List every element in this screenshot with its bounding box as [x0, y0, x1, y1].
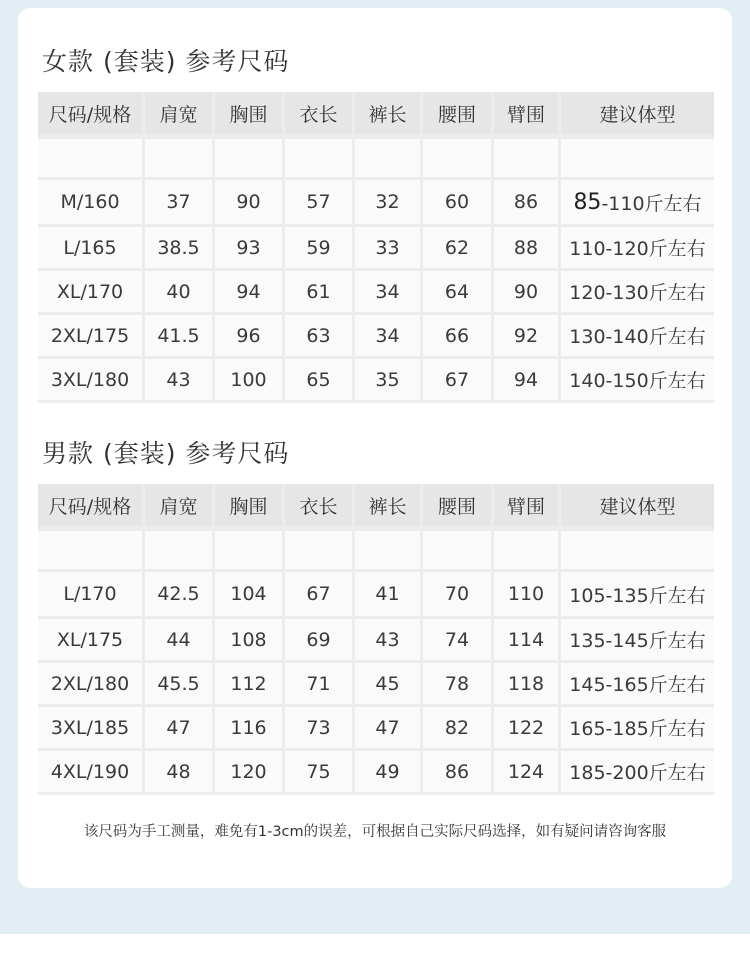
pants-length-cell: 45: [355, 663, 420, 704]
blank-row: [38, 528, 714, 569]
top-length-cell: 59: [285, 227, 352, 268]
table-row: [38, 704, 714, 748]
table-header-row: [38, 484, 714, 528]
size-cell: 4XL/190: [38, 751, 142, 792]
measurement-note: 该尺码为手工测量，难免有1-3cm的误差，可根据自己实际尺码选择，如有疑问请咨询客服: [83, 824, 667, 840]
waist-cell: 60: [423, 180, 491, 224]
men-size-table: [38, 484, 714, 795]
blank-cell: [561, 139, 714, 177]
chest-cell: 120: [215, 751, 282, 792]
arm-cell: 122: [494, 707, 558, 748]
shoulder-cell: 43: [145, 359, 212, 400]
shoulder-cell: 38.5: [145, 227, 212, 268]
size-cell: 3XL/180: [38, 359, 142, 400]
header-cell: 建议体型: [561, 92, 714, 134]
blank-row: [38, 136, 714, 177]
header-cell: 衣长: [285, 92, 352, 134]
blank-cell: [494, 531, 558, 569]
shoulder-cell: 44: [145, 619, 212, 660]
header-cell: 建议体型: [561, 484, 714, 526]
body-type-cell: 145-165斤左右: [561, 663, 714, 704]
shoulder-cell: 45.5: [145, 663, 212, 704]
table-row: [38, 356, 714, 400]
blank-cell: [423, 531, 491, 569]
body-type-cell: [561, 180, 714, 224]
header-cell: 肩宽: [145, 92, 212, 134]
waist-cell: 66: [423, 315, 491, 356]
waist-cell: 62: [423, 227, 491, 268]
pants-length-cell: 33: [355, 227, 420, 268]
top-length-cell: 57: [285, 180, 352, 224]
body-type-cell: 135-145斤左右: [561, 619, 714, 660]
waist-cell: 74: [423, 619, 491, 660]
header-cell: 胸围: [215, 484, 282, 526]
body-type-cell: 110-120斤左右: [561, 227, 714, 268]
blank-cell: [355, 139, 420, 177]
table-row: [38, 660, 714, 704]
blank-cell: [494, 139, 558, 177]
body-type-cell: 130-140斤左右: [561, 315, 714, 356]
pants-length-cell: 35: [355, 359, 420, 400]
men-section-title: 男款 (套装) 参考尺码: [42, 439, 290, 468]
size-cell: 3XL/185: [38, 707, 142, 748]
header-cell: 衣长: [285, 484, 352, 526]
header-cell: 尺码/规格: [38, 92, 142, 134]
shoulder-cell: 37: [145, 180, 212, 224]
size-cell: M/160: [38, 180, 142, 224]
header-cell: 裤长: [355, 484, 420, 526]
table-row: [38, 177, 714, 224]
blank-cell: [423, 139, 491, 177]
women-size-table: [38, 92, 714, 403]
top-length-cell: 71: [285, 663, 352, 704]
chest-cell: 108: [215, 619, 282, 660]
blank-cell: [355, 531, 420, 569]
body-type-cell: 140-150斤左右: [561, 359, 714, 400]
top-length-cell: 73: [285, 707, 352, 748]
header-cell: 腰围: [423, 484, 491, 526]
shoulder-cell: 42.5: [145, 572, 212, 616]
pants-length-cell: 49: [355, 751, 420, 792]
arm-cell: 94: [494, 359, 558, 400]
bottom-strip: [0, 934, 750, 965]
header-cell: 胸围: [215, 92, 282, 134]
arm-cell: 114: [494, 619, 558, 660]
top-length-cell: 75: [285, 751, 352, 792]
size-cell: 2XL/180: [38, 663, 142, 704]
table-row: [38, 312, 714, 356]
arm-cell: 90: [494, 271, 558, 312]
waist-cell: 82: [423, 707, 491, 748]
arm-cell: 110: [494, 572, 558, 616]
blank-cell: [145, 139, 212, 177]
header-cell: 肩宽: [145, 484, 212, 526]
arm-cell: 124: [494, 751, 558, 792]
shoulder-cell: 47: [145, 707, 212, 748]
header-cell: 臂围: [494, 92, 558, 134]
chest-cell: 100: [215, 359, 282, 400]
blank-cell: [38, 139, 142, 177]
chest-cell: 116: [215, 707, 282, 748]
size-cell: L/170: [38, 572, 142, 616]
blank-cell: [215, 139, 282, 177]
chest-cell: 112: [215, 663, 282, 704]
header-cell: 尺码/规格: [38, 484, 142, 526]
table-row: [38, 748, 714, 792]
body-type-rest: -110斤左右: [601, 192, 702, 215]
waist-cell: 86: [423, 751, 491, 792]
body-type-start: 85: [573, 189, 602, 215]
chest-cell: 93: [215, 227, 282, 268]
chest-cell: 94: [215, 271, 282, 312]
pants-length-cell: 41: [355, 572, 420, 616]
blank-cell: [145, 531, 212, 569]
arm-cell: 92: [494, 315, 558, 356]
waist-cell: 70: [423, 572, 491, 616]
blank-cell: [215, 531, 282, 569]
top-length-cell: 65: [285, 359, 352, 400]
table-header-row: [38, 92, 714, 136]
body-type-cell: 185-200斤左右: [561, 751, 714, 792]
size-cell: L/165: [38, 227, 142, 268]
header-cell: 臂围: [494, 484, 558, 526]
shoulder-cell: 48: [145, 751, 212, 792]
women-section-title: 女款 (套装) 参考尺码: [42, 47, 290, 76]
top-length-cell: 67: [285, 572, 352, 616]
chest-cell: 90: [215, 180, 282, 224]
blank-cell: [38, 531, 142, 569]
table-row: [38, 268, 714, 312]
table-row: [38, 569, 714, 616]
waist-cell: 67: [423, 359, 491, 400]
pants-length-cell: 34: [355, 315, 420, 356]
chest-cell: 104: [215, 572, 282, 616]
header-cell: 裤长: [355, 92, 420, 134]
size-cell: XL/175: [38, 619, 142, 660]
table-row: [38, 616, 714, 660]
size-cell: XL/170: [38, 271, 142, 312]
body-type-cell: 120-130斤左右: [561, 271, 714, 312]
top-length-cell: 63: [285, 315, 352, 356]
waist-cell: 64: [423, 271, 491, 312]
blank-cell: [285, 139, 352, 177]
blank-cell: [285, 531, 352, 569]
header-cell: 腰围: [423, 92, 491, 134]
top-length-cell: 69: [285, 619, 352, 660]
arm-cell: 118: [494, 663, 558, 704]
chest-cell: 96: [215, 315, 282, 356]
arm-cell: 88: [494, 227, 558, 268]
table-row: [38, 224, 714, 268]
pants-length-cell: 47: [355, 707, 420, 748]
waist-cell: 78: [423, 663, 491, 704]
body-type-cell: 105-135斤左右: [561, 572, 714, 616]
top-length-cell: 61: [285, 271, 352, 312]
size-cell: 2XL/175: [38, 315, 142, 356]
pants-length-cell: 43: [355, 619, 420, 660]
arm-cell: 86: [494, 180, 558, 224]
body-type-cell: 165-185斤左右: [561, 707, 714, 748]
shoulder-cell: 41.5: [145, 315, 212, 356]
pants-length-cell: 32: [355, 180, 420, 224]
shoulder-cell: 40: [145, 271, 212, 312]
blank-cell: [561, 531, 714, 569]
pants-length-cell: 34: [355, 271, 420, 312]
